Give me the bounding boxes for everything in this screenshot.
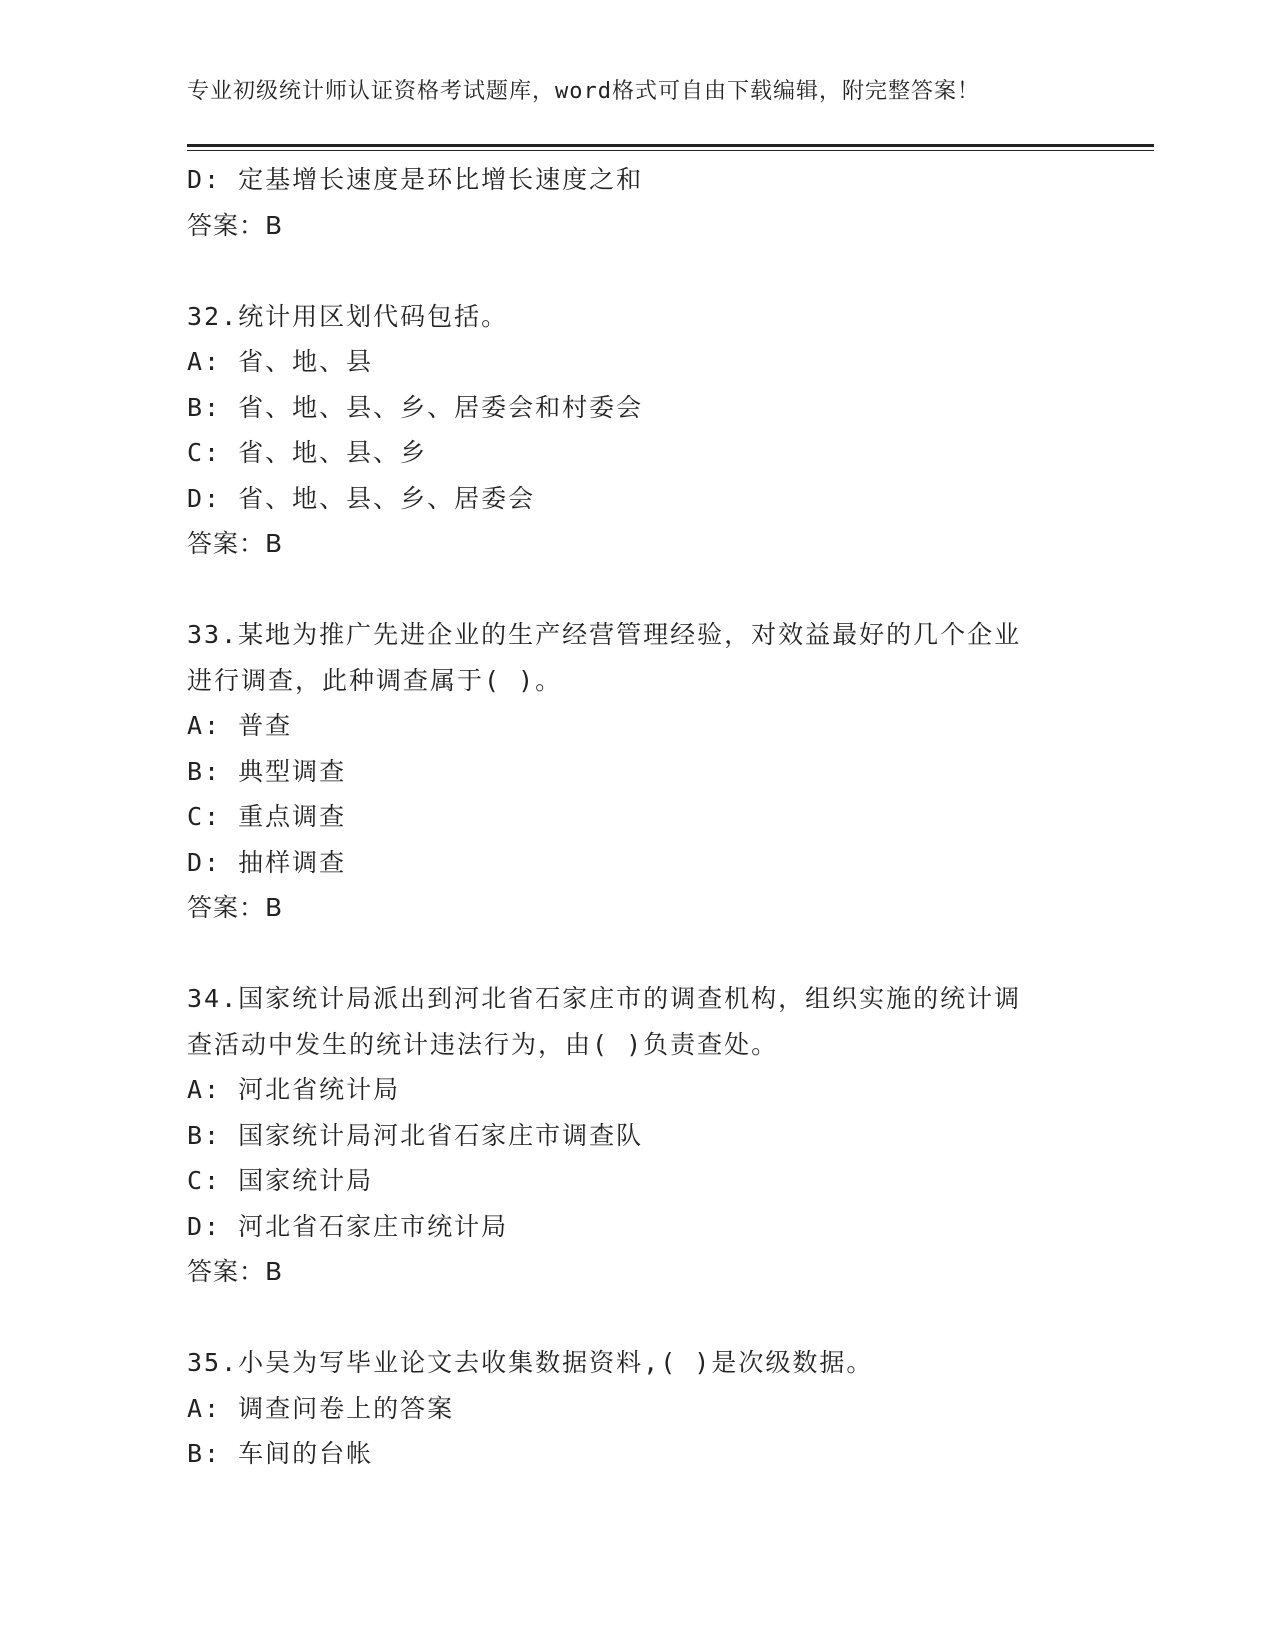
q35-option-b: B: 车间的台帐 bbox=[187, 1439, 374, 1468]
q31-option-d: D: 定基增长速度是环比增长速度之和 bbox=[187, 165, 644, 194]
q33-stem-line-1: 33.某地为推广先进企业的生产经营管理经验，对效益最好的几个企业 bbox=[187, 620, 1022, 649]
q33-answer: 答案：B bbox=[187, 893, 284, 922]
q33-option-c: C: 重点调查 bbox=[187, 802, 347, 831]
q32-option-c: C: 省、地、县、乡 bbox=[187, 438, 428, 467]
q33-option-d: D: 抽样调查 bbox=[187, 847, 347, 877]
spacer bbox=[187, 1295, 1087, 1341]
spacer bbox=[187, 931, 1087, 977]
q33-stem-line-2: 进行调查，此种调查属于( )。 bbox=[187, 665, 563, 695]
spacer bbox=[187, 567, 1087, 613]
q32-option-b: B: 省、地、县、乡、居委会和村委会 bbox=[187, 392, 644, 422]
q34-option-a: A: 河北省统计局 bbox=[187, 1075, 401, 1104]
spacer bbox=[187, 248, 1087, 294]
q33-option-a: A: 普查 bbox=[187, 711, 293, 740]
q32-stem: 32.统计用区划代码包括。 bbox=[187, 301, 509, 331]
q34-option-c: C: 国家统计局 bbox=[187, 1166, 374, 1195]
q32-option-d: D: 省、地、县、乡、居委会 bbox=[187, 483, 536, 513]
q35-option-a: A: 调查问卷上的答案 bbox=[187, 1393, 455, 1423]
q32-option-a: A: 省、地、县 bbox=[187, 347, 374, 376]
header-rule-thick bbox=[187, 144, 1154, 147]
q34-answer: 答案：B bbox=[187, 1257, 284, 1286]
q35-stem: 35.小吴为写毕业论文去收集数据资料,( )是次级数据。 bbox=[187, 1348, 874, 1377]
q34-option-b: B: 国家统计局河北省石家庄市调查队 bbox=[187, 1120, 644, 1150]
q34-option-d: D: 河北省石家庄市统计局 bbox=[187, 1211, 509, 1241]
q32-answer: 答案：B bbox=[187, 529, 284, 558]
q34-stem-line-2: 查活动中发生的统计违法行为，由( )负责查处。 bbox=[187, 1029, 779, 1059]
q31-answer: 答案：B bbox=[187, 210, 284, 240]
q34-stem-line-1: 34.国家统计局派出到河北省石家庄市的调查机构，组织实施的统计调 bbox=[187, 984, 1022, 1013]
q33-option-b: B: 典型调查 bbox=[187, 756, 347, 786]
header-rule-thin bbox=[187, 150, 1154, 151]
question-list bbox=[187, 157, 1087, 1477]
page-header: 专业初级统计师认证资格考试题库，word格式可自由下载编辑，附完整答案！ bbox=[187, 79, 980, 104]
